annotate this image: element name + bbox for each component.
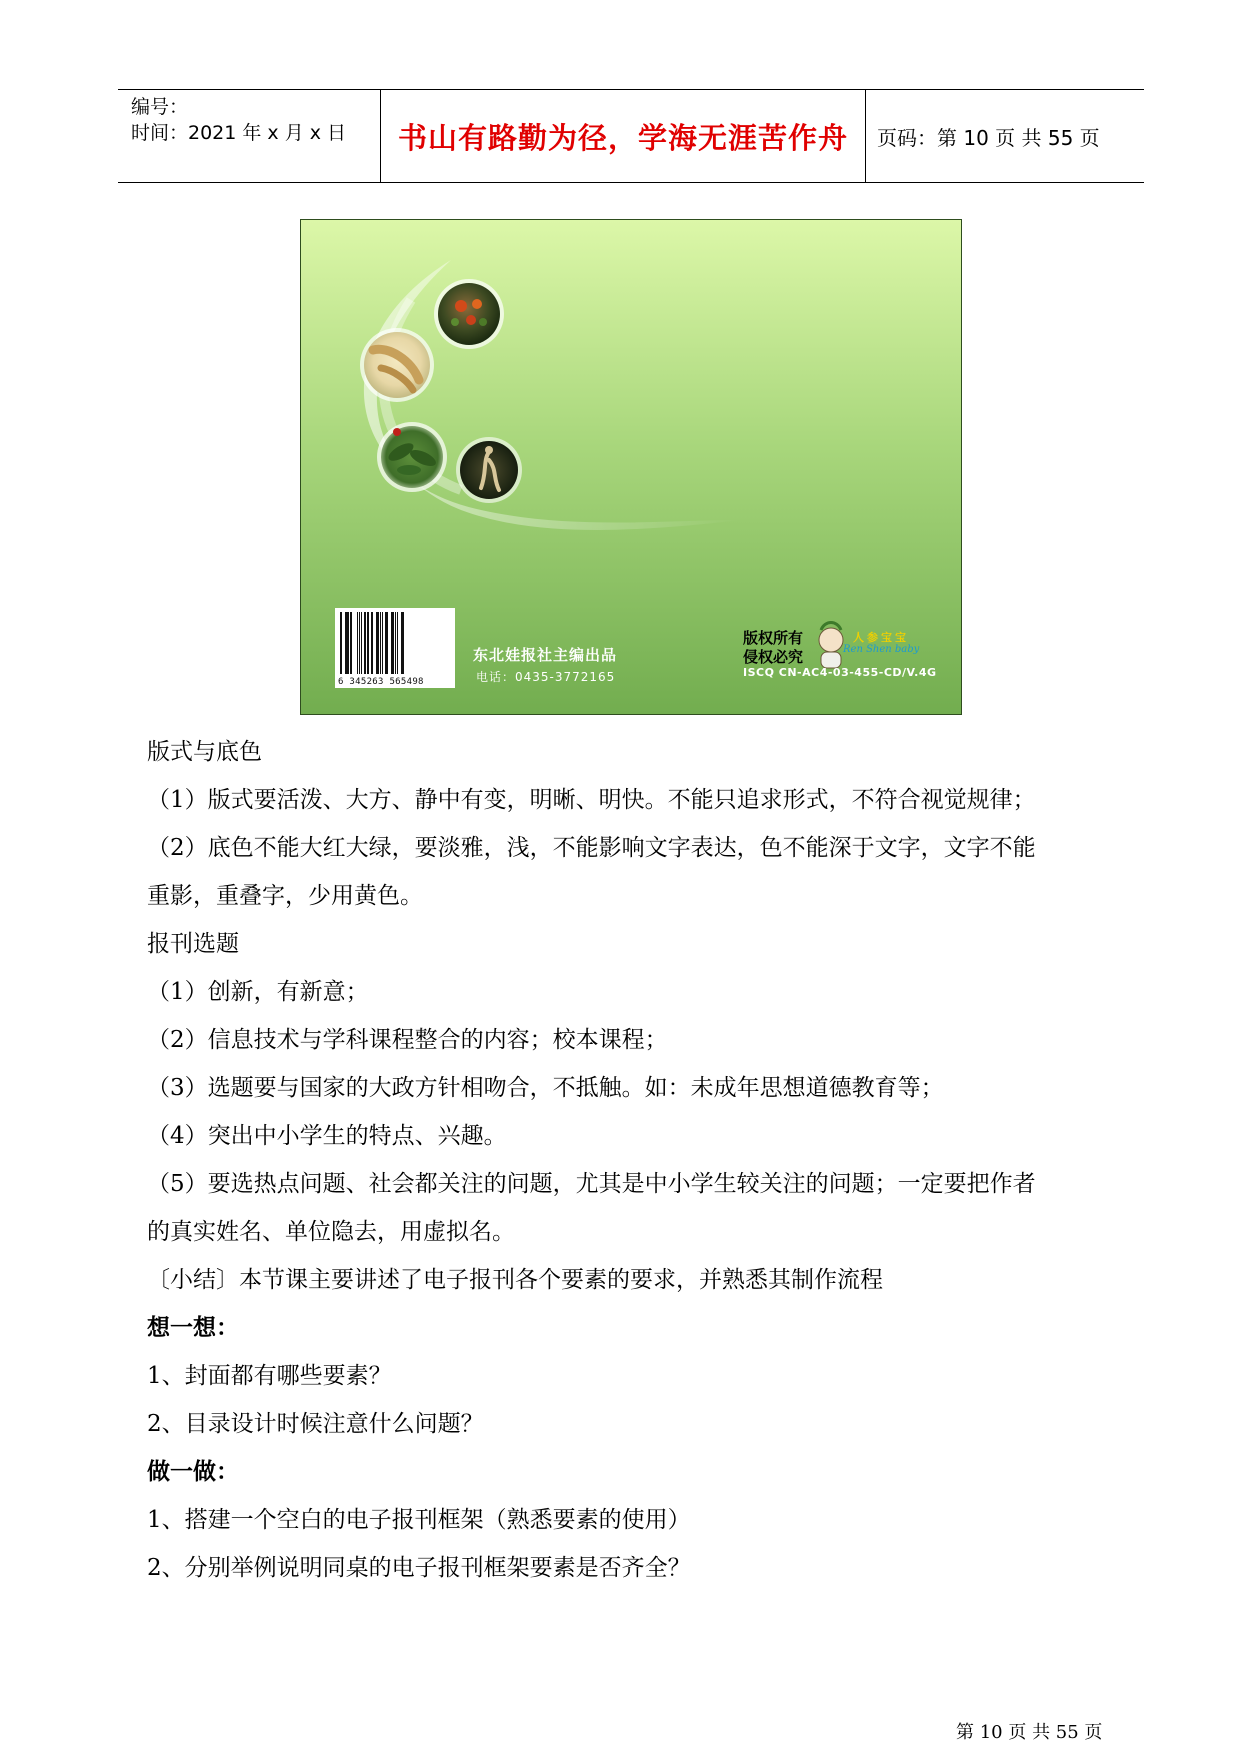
do-task-2: 2、分别举例说明同桌的电子报刊框架要素是否齐全？ [147, 1555, 691, 1581]
section-title-layout-color: 版式与底色 [147, 739, 262, 765]
layout-rule-2-line2: 重影，重叠字，少用黄色。 [147, 883, 423, 909]
topic-rule-5-line1: （5）要选热点问题、社会都关注的问题，尤其是中小学生较关注的问题；一定要把作者 [147, 1171, 1036, 1197]
topic-rule-5-line2: 的真实姓名、单位隐去，用虚拟名。 [147, 1219, 515, 1245]
do-section-title: 做一做： [147, 1459, 239, 1485]
header-meta-cell [118, 90, 380, 182]
herb-photo-ginseng [456, 437, 522, 503]
document-number-label: 编号： [131, 96, 189, 118]
magazine-back-cover-image [300, 219, 962, 715]
isbn-code: ISCQ CN-AC4-03-455-CD/V.4G [743, 666, 937, 679]
logo-chinese-text: 人参宝宝 [853, 631, 909, 644]
topic-rule-3: （3）选题要与国家的大政方针相吻合，不抵触。如：未成年思想道德教育等； [147, 1075, 944, 1101]
document-time-label: 时间：2021 年 x 月 x 日 [131, 122, 347, 144]
layout-rule-2-line1: （2）底色不能大红大绿，要淡雅，浅，不能影响文字表达，色不能深于文字，文字不能 [147, 835, 1036, 861]
think-question-2: 2、目录设计时候注意什么问题？ [147, 1411, 484, 1437]
barcode-bar [404, 612, 406, 674]
copyright-notice: 版权所有 [743, 629, 804, 647]
header-page-info: 页码：第 10 页 共 55 页 [877, 125, 1100, 150]
lesson-summary: 〔小结〕本节课主要讲述了电子报刊各个要素的要求，并熟悉其制作流程 [147, 1267, 883, 1293]
do-task-1: 1、搭建一个空白的电子报刊框架（熟悉要素的使用） [147, 1507, 691, 1533]
ren-shen-baby-logo [819, 623, 843, 669]
topic-rule-4: （4）突出中小学生的特点、兴趣。 [147, 1123, 507, 1149]
herb-photo-leaves [377, 422, 447, 492]
think-section-title: 想一想： [147, 1315, 239, 1341]
barcode-number: 6 345263 565498 [338, 677, 424, 687]
herb-photo-flowers [434, 279, 504, 349]
publisher-phone: 电话：0435-3772165 [476, 670, 616, 684]
page-footer: 第 10 页 共 55 页 [956, 1722, 1103, 1743]
barcode [335, 608, 455, 688]
section-title-topic-selection: 报刊选题 [147, 931, 239, 957]
header-page-cell [865, 90, 1144, 182]
header-motto: 书山有路勤为径，学海无涯苦作舟 [397, 120, 848, 155]
topic-rule-1: （1）创新，有新意； [147, 979, 369, 1005]
layout-rule-1: （1）版式要活泼、大方、静中有变，明晰、明快。不能只追求形式，不符合视觉规律； [147, 787, 1036, 813]
barcode-bars [340, 612, 450, 674]
piracy-notice: 侵权必究 [743, 648, 804, 666]
publisher-name: 东北娃报社主编出品 [473, 646, 618, 664]
logo-english-text: Ren Shen baby [843, 644, 920, 655]
header-motto-cell [380, 90, 866, 182]
herb-photo-roots [360, 328, 434, 402]
page-header [118, 89, 1144, 183]
think-question-1: 1、封面都有哪些要素？ [147, 1363, 392, 1389]
topic-rule-2: （2）信息技术与学科课程整合的内容；校本课程； [147, 1027, 668, 1053]
